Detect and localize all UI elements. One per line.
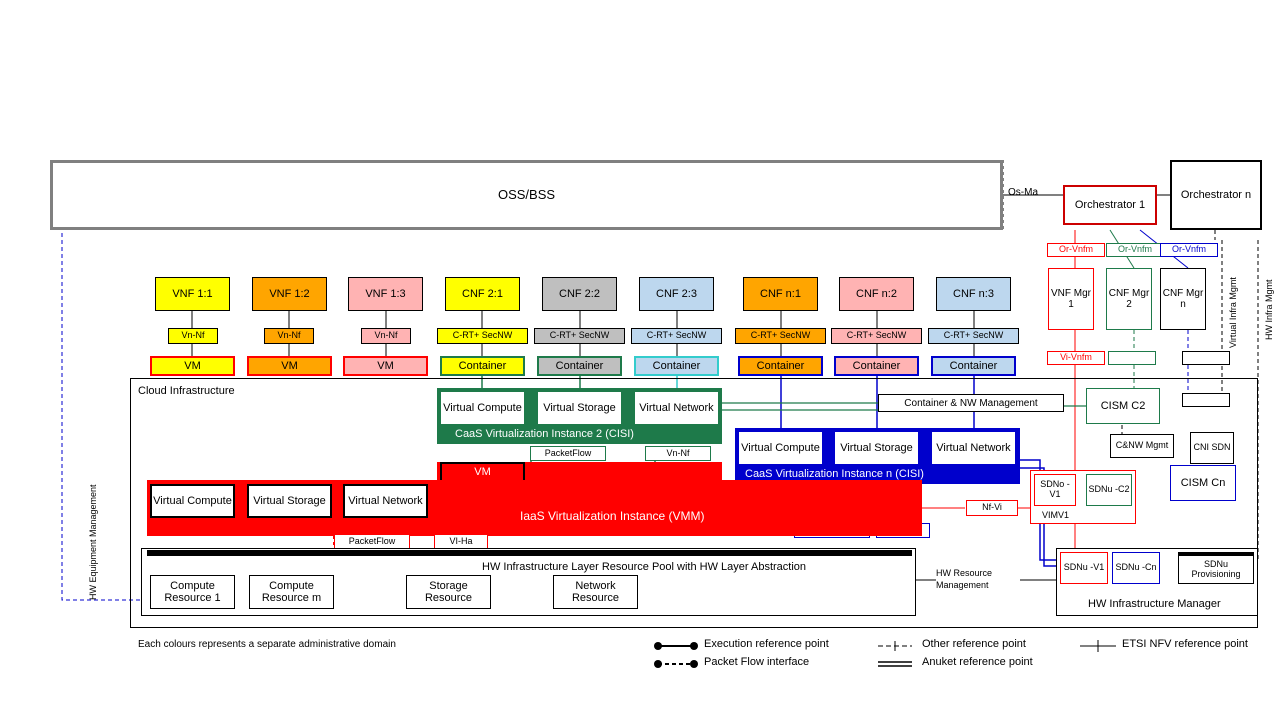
runtime-box-container-2: Container <box>537 356 622 376</box>
sdnu-c2-box: SDNu -C2 <box>1086 474 1132 506</box>
hw-resource-compute-1: Compute Resource 1 <box>150 575 235 609</box>
cnf-mgr-2-label: CNF Mgr 2 <box>1108 288 1150 310</box>
caasn-title: CaaS Virtualization Instance n (CISI) <box>745 468 924 480</box>
function-box-cnf-n-1: CNF n:1 <box>743 277 818 311</box>
cism-cn-box: CISM Cn <box>1170 465 1236 501</box>
vnf-mgr-1-label: VNF Mgr 1 <box>1051 288 1091 310</box>
legend-etsi-label: ETSI NFV reference point <box>1122 638 1248 650</box>
cnf-mgr-2-box <box>1106 268 1152 330</box>
hw-resource-storage: Storage Resource <box>406 575 491 609</box>
caas2-virtual-storage: Virtual Storage <box>537 391 622 425</box>
function-box-cnf-2-2: CNF 2:2 <box>542 277 617 311</box>
nf-vi-label: Nf-Vi <box>966 500 1018 516</box>
vnf-mgr-1-box <box>1048 268 1094 330</box>
runtime-box-container-4: Container <box>738 356 823 376</box>
or-vnfm-2: Or-Vnfm <box>1106 243 1164 257</box>
cism-c2-box: CISM C2 <box>1086 388 1160 424</box>
runtime-box-container-1: Container <box>440 356 525 376</box>
function-box-vnf-1-3: VNF 1:3 <box>348 277 423 311</box>
hw-infrastructure-manager-label: HW Infrastructure Manager <box>1088 598 1221 610</box>
caas2-virtual-network: Virtual Network <box>634 391 719 425</box>
or-vnfm-3: Or-Vnfm <box>1160 243 1218 257</box>
interface-box-cnf-n-3: C-RT+ SecNW <box>928 328 1019 344</box>
runtime-box-container-3: Container <box>634 356 719 376</box>
function-box-cnf-2-3: CNF 2:3 <box>639 277 714 311</box>
interface-box-vnf-1-3: Vn-Nf <box>361 328 411 344</box>
hw-resource-compute-m: Compute Resource m <box>249 575 334 609</box>
cnf-mgr-n-label: CNF Mgr n <box>1162 288 1204 310</box>
runtime-box-vm-2: VM <box>247 356 332 376</box>
caasn-virtual-compute: Virtual Compute <box>738 431 823 465</box>
iaas-packetflow-label: PacketFlow <box>334 534 410 549</box>
interface-box-vnf-1-1: Vn-Nf <box>168 328 218 344</box>
cnf-mgr-n-box <box>1160 268 1206 330</box>
ossbss-label: OSS/BSS <box>497 186 556 202</box>
function-box-cnf-2-1: CNF 2:1 <box>445 277 520 311</box>
iaas-virtual-compute: Virtual Compute <box>150 484 235 518</box>
vi-vnfm-label: Vi-Vnfm <box>1047 351 1105 365</box>
hw-pool-top-bar <box>147 550 912 556</box>
caas2-title: CaaS Virtualization Instance 2 (CISI) <box>455 428 634 440</box>
vi-vnfm-box-blue <box>1182 351 1230 365</box>
sdno-v1-box: SDNo -V1 <box>1034 474 1076 506</box>
iaas-virtual-network: Virtual Network <box>343 484 428 518</box>
orchestrator-1-box <box>1063 185 1157 225</box>
hw-pool-title: HW Infrastructure Layer Resource Pool with HW Layer Abstraction <box>482 561 807 573</box>
orchestrator-1-label: Orchestrator 1 <box>1074 198 1146 211</box>
orchestrator-n-label: Orchestrator n <box>1180 188 1252 201</box>
caasn-virtual-storage: Virtual Storage <box>834 431 919 465</box>
function-box-cnf-n-2: CNF n:2 <box>839 277 914 311</box>
hw-resource-management-label: HW Resource Management <box>936 568 993 590</box>
legend-anuket-label: Anuket reference point <box>922 656 1033 668</box>
vi-vnfm-box-green <box>1108 351 1156 365</box>
interface-box-cnf-2-2: C-RT+ SecNW <box>534 328 625 344</box>
interface-box-vnf-1-2: Vn-Nf <box>264 328 314 344</box>
footnote-label: Each colours represents a separate administrative domain <box>138 639 396 650</box>
sdnu-cn-box: SDNu -Cn <box>1112 552 1160 584</box>
cnw-mgmt-box: C&NW Mgmt <box>1110 434 1174 458</box>
legend-execution-label: Execution reference point <box>704 638 829 650</box>
interface-box-cnf-2-1: C-RT+ SecNW <box>437 328 528 344</box>
caas2-virtual-compute: Virtual Compute <box>440 391 525 425</box>
iaas-title: IaaS Virtualization Instance (VMM) <box>520 509 705 523</box>
legend-packetflow-label: Packet Flow interface <box>704 656 810 668</box>
function-box-vnf-1-1: VNF 1:1 <box>155 277 230 311</box>
vimv1-label: VIMV1 <box>1042 510 1070 520</box>
interface-box-cnf-2-3: C-RT+ SecNW <box>631 328 722 344</box>
ossbss-box <box>50 160 1003 230</box>
cni-sdn-box: CNI SDN <box>1190 432 1234 464</box>
sdnu-provisioning-box: SDNu Provisioning <box>1178 552 1254 584</box>
orchestrator-n-box <box>1170 160 1262 230</box>
interface-box-cnf-n-2: C-RT+ SecNW <box>831 328 922 344</box>
or-vnfm-1: Or-Vnfm <box>1047 243 1105 257</box>
runtime-box-vm-1: VM <box>150 356 235 376</box>
legend-other-label: Other reference point <box>922 638 1026 650</box>
caas2-vm-box: VM <box>440 462 525 482</box>
iaas-vilha-label: VI-Ha <box>434 534 488 549</box>
sdnu-v1-box: SDNu -V1 <box>1060 552 1108 584</box>
function-box-vnf-1-2: VNF 1:2 <box>252 277 327 311</box>
runtime-box-container-6: Container <box>931 356 1016 376</box>
caas2-vnnf-label: Vn-Nf <box>645 446 711 461</box>
container-nw-management-box: Container & NW Management <box>878 394 1064 412</box>
hw-equipment-management-label: HW Equipment Management <box>88 484 98 600</box>
interface-box-cnf-n-1: C-RT+ SecNW <box>735 328 826 344</box>
hw-resource-network: Network Resource <box>553 575 638 609</box>
os-ma-label: Os-Ma <box>1008 187 1038 198</box>
iaas-virtual-storage: Virtual Storage <box>247 484 332 518</box>
virtual-infra-mgmt-label: Virtual Infra Mgmt <box>1228 277 1238 348</box>
runtime-box-vm-3: VM <box>343 356 428 376</box>
caas2-packetflow-label: PacketFlow <box>530 446 606 461</box>
caasn-virtual-network: Virtual Network <box>931 431 1016 465</box>
hw-infra-mgmt-label: HW Infra Mgmt <box>1264 279 1274 340</box>
runtime-box-container-5: Container <box>834 356 919 376</box>
function-box-cnf-n-3: CNF n:3 <box>936 277 1011 311</box>
cloud-infrastructure-label: Cloud Infrastructure <box>138 385 235 397</box>
